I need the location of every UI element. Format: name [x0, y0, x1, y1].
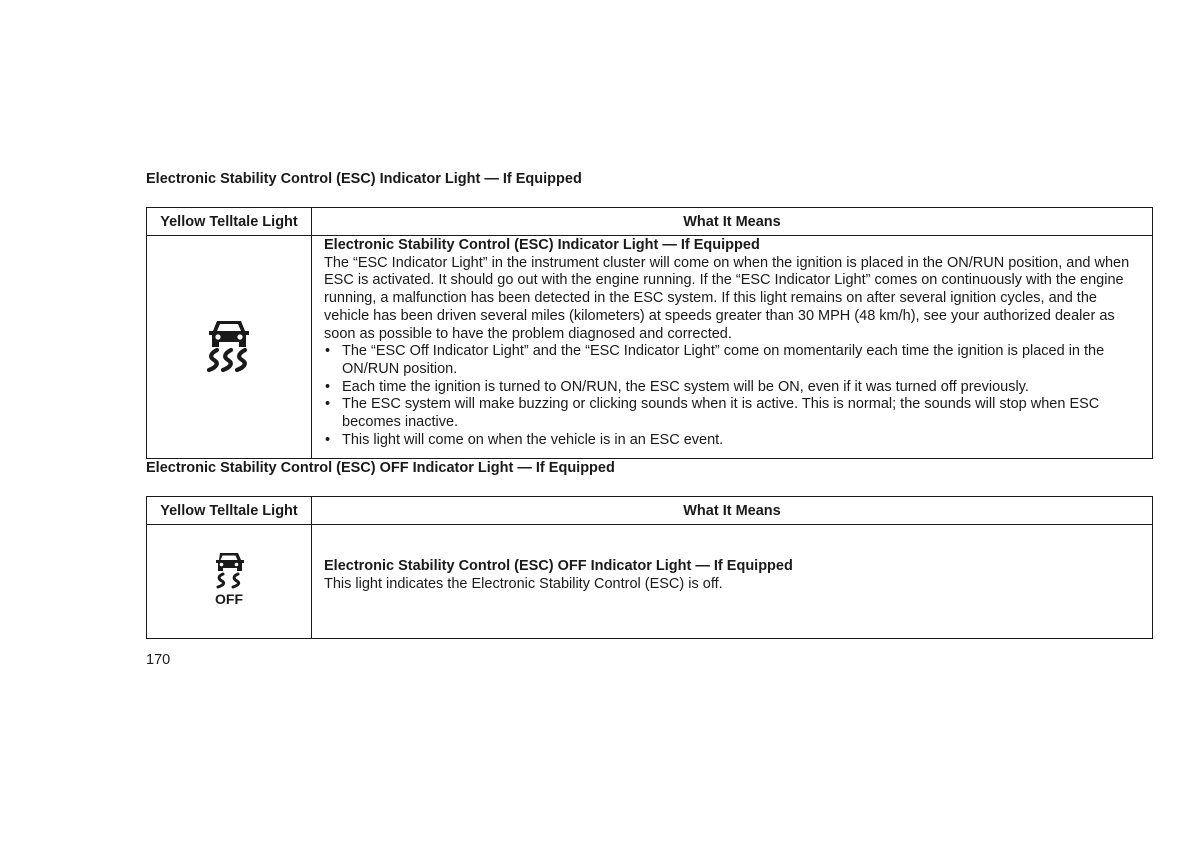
- column-header-meaning: What It Means: [312, 208, 1153, 236]
- list-item: [324, 432, 1146, 450]
- list-item: [324, 343, 1146, 378]
- esc-off-icon-text: OFF: [215, 591, 243, 607]
- meaning-cell: [312, 525, 1153, 639]
- table-row: [147, 525, 1153, 639]
- table-header-row: [147, 497, 1153, 525]
- bullet-list: [324, 343, 1146, 449]
- entry-body: The “ESC Indicator Light” in the instrument cluster will come on when the ignition is placed in the ON/RUN position, and when ESC is activated. It should go out with the engine running. If the “ESC Indicator Light” comes on continuously with the engine running, a malfunction has been detected in the ESC system. If this light remains on after several ignition cycles, and the vehicle has been driven several miles (kilometers) at speeds greater than 30 MPH (48 km/h), see your authorized dealer as soon as possible to have the problem diagnosed and corrected.: [324, 254, 1130, 342]
- list-item: [324, 396, 1146, 431]
- entry-title: Electronic Stability Control (ESC) OFF Indicator Light — If Equipped: [324, 558, 793, 575]
- section-heading-esc-off: Electronic Stability Control (ESC) OFF Indicator Light — If Equipped: [146, 460, 615, 476]
- list-item-text: Each time the ignition is turned to ON/RUN, the ESC system will be ON, even if it was turned off previously.: [342, 378, 1029, 395]
- page-number: 170: [146, 652, 171, 668]
- telltale-icon-cell: [147, 236, 312, 459]
- list-item-text: The “ESC Off Indicator Light” and the “ESC Indicator Light” come on momentarily each time the ignition is placed in the ON/RUN position.: [342, 343, 1105, 377]
- entry-body: This light indicates the Electronic Stability Control (ESC) is off.: [324, 576, 723, 592]
- entry-title: Electronic Stability Control (ESC) Indicator Light — If Equipped: [324, 237, 760, 253]
- list-item-text: The ESC system will make buzzing or clicking sounds when it is active. This is normal; the sounds will stop when ESC becomes inactive.: [342, 396, 1100, 431]
- column-header-telltale: Yellow Telltale Light: [147, 497, 312, 525]
- meaning-cell: [312, 236, 1153, 459]
- bullet-dot: •: [325, 378, 331, 395]
- bullet-dot: •: [325, 396, 331, 413]
- column-header-telltale: Yellow Telltale Light: [147, 208, 312, 236]
- esc-skid-car-icon: [201, 315, 257, 375]
- list-item: [324, 379, 1146, 397]
- esc-off-icon: [209, 551, 249, 607]
- list-item-text: This light will come on when the vehicle is in an ESC event.: [342, 431, 724, 448]
- bullet-dot: •: [325, 343, 331, 360]
- section-heading-esc: Electronic Stability Control (ESC) Indicator Light — If Equipped: [146, 171, 582, 187]
- table-row: [147, 236, 1153, 459]
- bullet-dot: •: [325, 431, 331, 448]
- table-header-row: [147, 208, 1153, 236]
- column-header-meaning: What It Means: [312, 497, 1153, 525]
- esc-off-indicator-table: [146, 496, 1153, 639]
- esc-indicator-table: [146, 207, 1153, 459]
- telltale-icon-cell: [147, 525, 312, 639]
